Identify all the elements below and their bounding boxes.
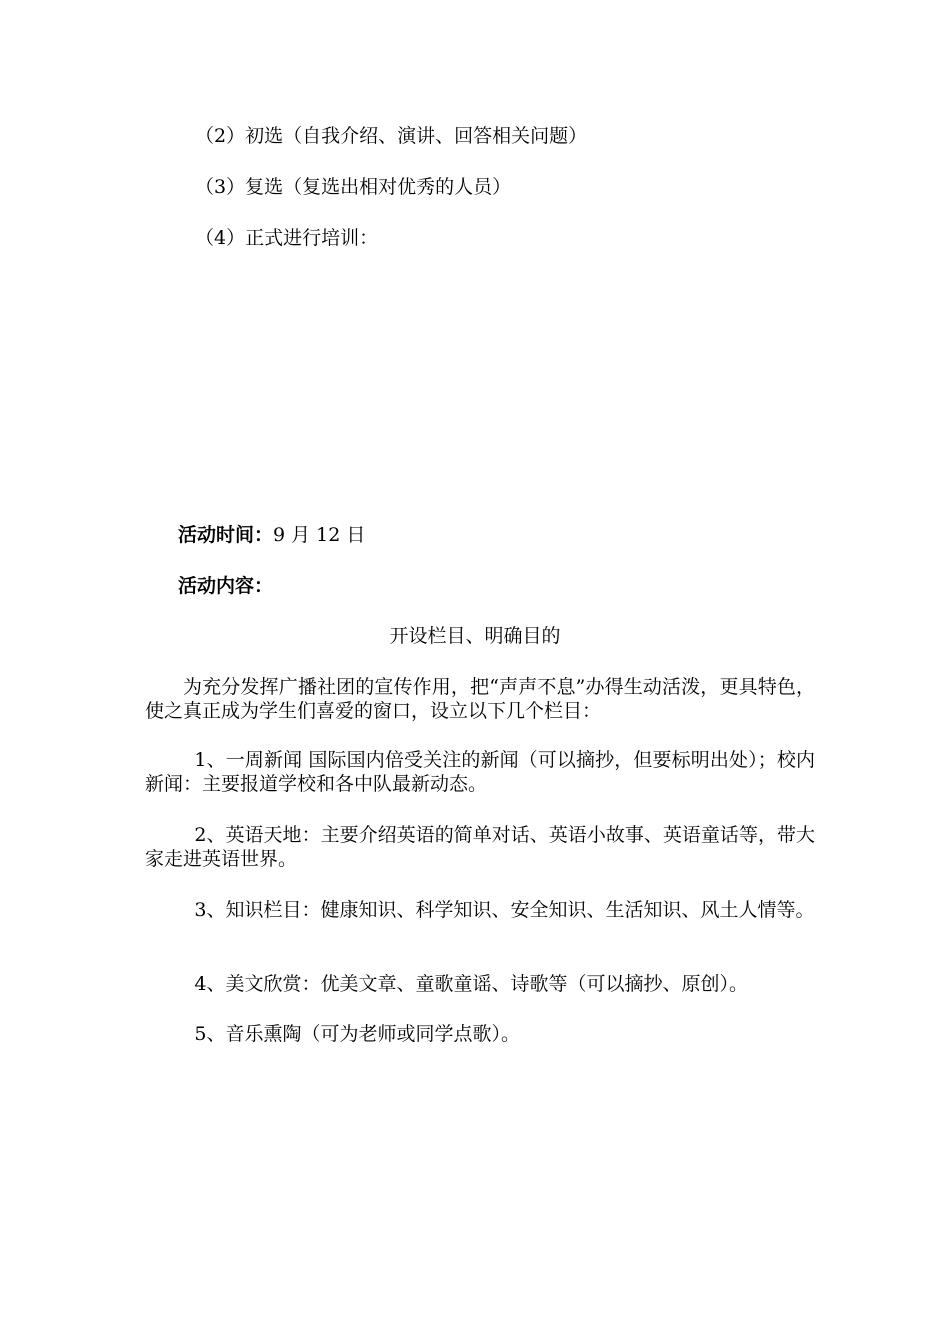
intro-paragraph: 为充分发挥广播社团的宣传作用，把“声声不息”办得生动活泼，更具特色，使之真正成为学生们喜爱的窗口，设立以下几个栏目：: [145, 676, 815, 722]
activity-content-label: 活动内容：: [178, 575, 274, 597]
column-item-news: 1、一周新闻 国际国内倍受关注的新闻（可以摘抄，但要标明出处）；校内新闻：主要报道学校和各中队最新动态。: [145, 749, 815, 795]
activity-time-label: 活动时间：: [178, 524, 274, 546]
activity-time-value: 9 月 12 日: [273, 524, 366, 546]
step-formal-training: （4）正式进行培训：: [195, 227, 379, 249]
section-title: 开设栏目、明确目的: [389, 625, 561, 647]
column-item-reading: 4、美文欣赏：优美文章、童歌童谣、诗歌等（可以摘抄、原创）。: [194, 973, 748, 995]
activity-time-row: [178, 523, 365, 547]
step-second-round: （3）复选（复选出相对优秀的人员）: [195, 176, 512, 198]
column-item-knowledge: 3、知识栏目：健康知识、科学知识、安全知识、生活知识、风土人情等。: [194, 899, 815, 921]
step-preliminary: （2）初选（自我介绍、演讲、回答相关问题）: [195, 125, 588, 147]
column-item-music: 5、音乐熏陶（可为老师或同学点歌）。: [194, 1023, 520, 1045]
column-item-english: 2、英语天地：主要介绍英语的简单对话、英语小故事、英语童话等，带大家走进英语世界。: [145, 824, 815, 870]
